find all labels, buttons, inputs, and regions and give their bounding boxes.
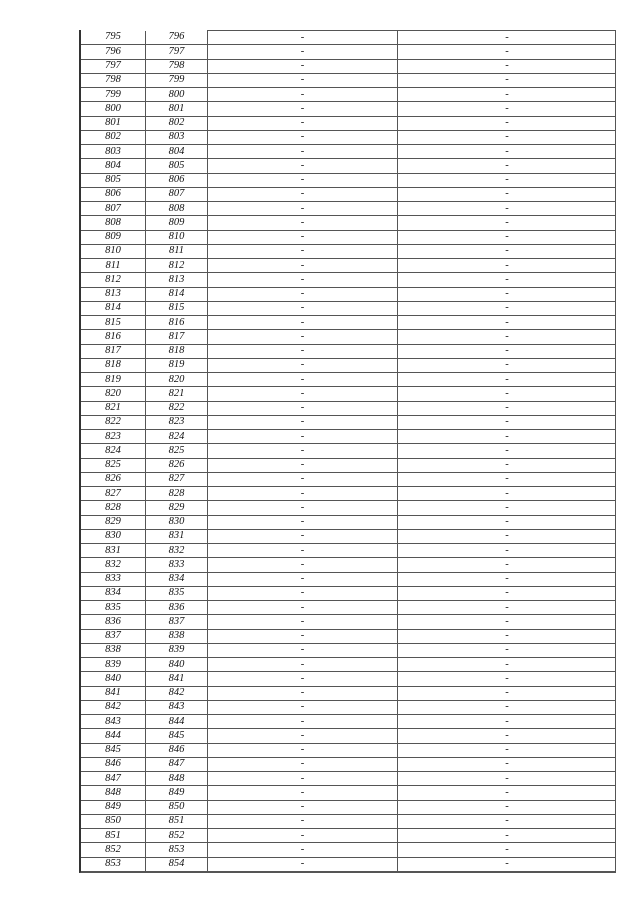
table-row [81, 572, 616, 586]
table-cell-col3: - [208, 216, 398, 230]
table-cell-col4: - [398, 287, 617, 301]
table-cell-col2: 843 [146, 700, 208, 714]
table-cell-col4: - [398, 829, 617, 843]
table-cell-col1: 798 [81, 73, 146, 87]
table-row [81, 615, 616, 629]
table-cell-col4: - [398, 116, 617, 130]
table-cell-col2: 847 [146, 757, 208, 771]
table-cell-col4: - [398, 444, 617, 458]
table-cell-col4: - [398, 857, 617, 871]
table-cell-col1: 800 [81, 102, 146, 116]
table-cell-col1: 806 [81, 187, 146, 201]
data-table [81, 30, 616, 872]
table-cell-col1: 799 [81, 88, 146, 102]
table-row [81, 643, 616, 657]
table-cell-col2: 845 [146, 729, 208, 743]
table-row [81, 629, 616, 643]
table-cell-col1: 832 [81, 558, 146, 572]
table-cell-col3: - [208, 700, 398, 714]
table-row [81, 700, 616, 714]
table-cell-col3: - [208, 88, 398, 102]
table-row [81, 373, 616, 387]
table-row [81, 401, 616, 415]
table-cell-col4: - [398, 244, 617, 258]
table-cell-col3: - [208, 130, 398, 144]
table-cell-col1: 824 [81, 444, 146, 458]
table-row [81, 415, 616, 429]
table-cell-col3: - [208, 472, 398, 486]
table-cell-col3: - [208, 629, 398, 643]
table-cell-col4: - [398, 757, 617, 771]
table-cell-col1: 846 [81, 757, 146, 771]
table-row [81, 444, 616, 458]
table-cell-col3: - [208, 529, 398, 543]
table-cell-col2: 799 [146, 73, 208, 87]
table-row [81, 501, 616, 515]
table-cell-col1: 808 [81, 216, 146, 230]
table-cell-col2: 848 [146, 772, 208, 786]
table-cell-col2: 837 [146, 615, 208, 629]
table-cell-col1: 797 [81, 59, 146, 73]
table-row [81, 216, 616, 230]
table-cell-col3: - [208, 187, 398, 201]
table-cell-col3: - [208, 800, 398, 814]
table-cell-col2: 828 [146, 487, 208, 501]
table-cell-col1: 802 [81, 130, 146, 144]
table-cell-col4: - [398, 273, 617, 287]
table-cell-col2: 805 [146, 159, 208, 173]
table-row [81, 358, 616, 372]
table-cell-col4: - [398, 814, 617, 828]
table-cell-col3: - [208, 45, 398, 59]
table-row [81, 529, 616, 543]
table-cell-col3: - [208, 387, 398, 401]
table-cell-col4: - [398, 358, 617, 372]
table-cell-col4: - [398, 544, 617, 558]
table-row [81, 73, 616, 87]
table-cell-col1: 818 [81, 358, 146, 372]
table-cell-col3: - [208, 686, 398, 700]
table-row [81, 829, 616, 843]
table-cell-col2: 832 [146, 544, 208, 558]
table-cell-col3: - [208, 487, 398, 501]
table-cell-col2: 852 [146, 829, 208, 843]
table-cell-col1: 826 [81, 472, 146, 486]
table-cell-col3: - [208, 772, 398, 786]
table-cell-col1: 847 [81, 772, 146, 786]
table-row [81, 729, 616, 743]
table-cell-col2: 803 [146, 130, 208, 144]
table-cell-col2: 808 [146, 202, 208, 216]
table-cell-col2: 834 [146, 572, 208, 586]
table-cell-col2: 844 [146, 715, 208, 729]
table-row [81, 287, 616, 301]
table-cell-col2: 841 [146, 672, 208, 686]
table-cell-col2: 829 [146, 501, 208, 515]
table-cell-col1: 822 [81, 415, 146, 429]
table-cell-col1: 829 [81, 515, 146, 529]
table-cell-col2: 842 [146, 686, 208, 700]
table-row [81, 430, 616, 444]
table-cell-col4: - [398, 529, 617, 543]
table-cell-col3: - [208, 401, 398, 415]
table-cell-col1: 815 [81, 316, 146, 330]
table-cell-col1: 801 [81, 116, 146, 130]
table-row [81, 387, 616, 401]
table-row [81, 800, 616, 814]
table-cell-col2: 820 [146, 373, 208, 387]
table-row [81, 814, 616, 828]
table-cell-col3: - [208, 373, 398, 387]
table-cell-col2: 854 [146, 857, 208, 871]
table-row [81, 230, 616, 244]
table-cell-col3: - [208, 202, 398, 216]
table-cell-col3: - [208, 829, 398, 843]
table-cell-col1: 836 [81, 615, 146, 629]
table-row [81, 757, 616, 771]
table-cell-col3: - [208, 358, 398, 372]
table-cell-col1: 848 [81, 786, 146, 800]
table-row [81, 672, 616, 686]
table-cell-col4: - [398, 88, 617, 102]
table-cell-col4: - [398, 629, 617, 643]
table-cell-col4: - [398, 187, 617, 201]
table-cell-col1: 811 [81, 259, 146, 273]
table-cell-col1: 853 [81, 857, 146, 871]
table-cell-col2: 811 [146, 244, 208, 258]
table-cell-col2: 815 [146, 301, 208, 315]
table-cell-col4: - [398, 658, 617, 672]
table-cell-col2: 823 [146, 415, 208, 429]
table-cell-col3: - [208, 572, 398, 586]
table-cell-col4: - [398, 729, 617, 743]
table-cell-col2: 835 [146, 586, 208, 600]
table-cell-col3: - [208, 558, 398, 572]
table-cell-col2: 826 [146, 458, 208, 472]
table-cell-col3: - [208, 116, 398, 130]
table-cell-col1: 796 [81, 45, 146, 59]
table-cell-col3: - [208, 586, 398, 600]
table-cell-col4: - [398, 586, 617, 600]
table-cell-col4: - [398, 843, 617, 857]
table-cell-col1: 851 [81, 829, 146, 843]
table-cell-col4: - [398, 31, 617, 45]
table-cell-col4: - [398, 159, 617, 173]
table-cell-col3: - [208, 843, 398, 857]
table-row [81, 558, 616, 572]
table-cell-col2: 840 [146, 658, 208, 672]
table-cell-col4: - [398, 743, 617, 757]
table-row [81, 273, 616, 287]
table-cell-col2: 822 [146, 401, 208, 415]
table-row [81, 857, 616, 871]
table-cell-col3: - [208, 73, 398, 87]
table-cell-col4: - [398, 401, 617, 415]
table-cell-col1: 833 [81, 572, 146, 586]
table-cell-col2: 804 [146, 145, 208, 159]
table-cell-col3: - [208, 814, 398, 828]
table-cell-col2: 849 [146, 786, 208, 800]
table-cell-col2: 833 [146, 558, 208, 572]
table-cell-col2: 824 [146, 430, 208, 444]
table-cell-col4: - [398, 173, 617, 187]
table-cell-col1: 795 [81, 31, 146, 45]
table-cell-col2: 851 [146, 814, 208, 828]
table-cell-col1: 835 [81, 601, 146, 615]
table-cell-col2: 818 [146, 344, 208, 358]
table-cell-col1: 837 [81, 629, 146, 643]
table-row [81, 472, 616, 486]
table-cell-col4: - [398, 415, 617, 429]
table-cell-col4: - [398, 686, 617, 700]
table-cell-col3: - [208, 729, 398, 743]
table-cell-col1: 843 [81, 715, 146, 729]
table-cell-col3: - [208, 643, 398, 657]
table-cell-col1: 803 [81, 145, 146, 159]
table-cell-col3: - [208, 173, 398, 187]
table-cell-col4: - [398, 216, 617, 230]
table-row [81, 130, 616, 144]
table-cell-col3: - [208, 259, 398, 273]
table-row [81, 187, 616, 201]
table-row [81, 772, 616, 786]
table-cell-col2: 816 [146, 316, 208, 330]
table-row [81, 330, 616, 344]
table-cell-col2: 838 [146, 629, 208, 643]
table-cell-col3: - [208, 458, 398, 472]
table-cell-col4: - [398, 501, 617, 515]
table-cell-col1: 816 [81, 330, 146, 344]
table-cell-col3: - [208, 757, 398, 771]
table-row [81, 586, 616, 600]
table-cell-col3: - [208, 159, 398, 173]
table-cell-col1: 831 [81, 544, 146, 558]
table-cell-col2: 819 [146, 358, 208, 372]
table-cell-col3: - [208, 615, 398, 629]
table-cell-col4: - [398, 472, 617, 486]
table-row [81, 686, 616, 700]
table-cell-col2: 802 [146, 116, 208, 130]
table-cell-col1: 819 [81, 373, 146, 387]
table-cell-col2: 798 [146, 59, 208, 73]
table-row [81, 316, 616, 330]
table-cell-col1: 807 [81, 202, 146, 216]
table-body [81, 31, 616, 872]
table-cell-col2: 839 [146, 643, 208, 657]
table-cell-col2: 809 [146, 216, 208, 230]
table-cell-col1: 838 [81, 643, 146, 657]
table-cell-col1: 844 [81, 729, 146, 743]
table-row [81, 658, 616, 672]
table-cell-col3: - [208, 857, 398, 871]
table-cell-col3: - [208, 244, 398, 258]
table-cell-col4: - [398, 102, 617, 116]
table-cell-col4: - [398, 387, 617, 401]
table-cell-col1: 821 [81, 401, 146, 415]
table-row [81, 59, 616, 73]
table-cell-col4: - [398, 558, 617, 572]
table-cell-col4: - [398, 301, 617, 315]
table-row [81, 145, 616, 159]
table-cell-col2: 830 [146, 515, 208, 529]
table-cell-col4: - [398, 230, 617, 244]
table-row [81, 102, 616, 116]
table-cell-col1: 849 [81, 800, 146, 814]
table-cell-col4: - [398, 786, 617, 800]
table-cell-col3: - [208, 31, 398, 45]
table-cell-col1: 827 [81, 487, 146, 501]
table-cell-col2: 817 [146, 330, 208, 344]
table-cell-col1: 823 [81, 430, 146, 444]
table-cell-col4: - [398, 515, 617, 529]
table-cell-col3: - [208, 672, 398, 686]
table-row [81, 88, 616, 102]
table-cell-col4: - [398, 615, 617, 629]
table-cell-col4: - [398, 487, 617, 501]
table-cell-col1: 830 [81, 529, 146, 543]
table-cell-col2: 812 [146, 259, 208, 273]
table-cell-col1: 850 [81, 814, 146, 828]
table-cell-col1: 834 [81, 586, 146, 600]
table-row [81, 259, 616, 273]
table-cell-col1: 841 [81, 686, 146, 700]
table-row [81, 843, 616, 857]
table-row [81, 458, 616, 472]
table-row [81, 244, 616, 258]
table-cell-col2: 831 [146, 529, 208, 543]
table-cell-col1: 852 [81, 843, 146, 857]
table-row [81, 743, 616, 757]
table-cell-col3: - [208, 658, 398, 672]
table-cell-col4: - [398, 715, 617, 729]
table-cell-col4: - [398, 316, 617, 330]
table-cell-col2: 796 [146, 31, 208, 45]
table-cell-col3: - [208, 501, 398, 515]
table-cell-col2: 850 [146, 800, 208, 814]
table-row [81, 715, 616, 729]
table-row [81, 601, 616, 615]
table-cell-col4: - [398, 73, 617, 87]
table-cell-col4: - [398, 330, 617, 344]
table-row [81, 173, 616, 187]
table-cell-col1: 820 [81, 387, 146, 401]
table-cell-col4: - [398, 672, 617, 686]
table-cell-col1: 840 [81, 672, 146, 686]
table-cell-col4: - [398, 45, 617, 59]
table-cell-col4: - [398, 344, 617, 358]
table-cell-col1: 839 [81, 658, 146, 672]
table-cell-col3: - [208, 743, 398, 757]
table-cell-col4: - [398, 458, 617, 472]
table-cell-col3: - [208, 544, 398, 558]
document-page-table [79, 30, 616, 873]
table-cell-col4: - [398, 430, 617, 444]
table-cell-col3: - [208, 344, 398, 358]
table-cell-col3: - [208, 415, 398, 429]
table-cell-col3: - [208, 430, 398, 444]
table-cell-col4: - [398, 643, 617, 657]
table-cell-col2: 827 [146, 472, 208, 486]
table-row [81, 116, 616, 130]
table-cell-col2: 821 [146, 387, 208, 401]
table-row [81, 45, 616, 59]
table-cell-col4: - [398, 700, 617, 714]
table-cell-col3: - [208, 786, 398, 800]
table-cell-col3: - [208, 715, 398, 729]
table-cell-col1: 842 [81, 700, 146, 714]
table-cell-col2: 836 [146, 601, 208, 615]
table-cell-col1: 813 [81, 287, 146, 301]
table-cell-col4: - [398, 772, 617, 786]
table-cell-col1: 828 [81, 501, 146, 515]
table-cell-col3: - [208, 330, 398, 344]
table-cell-col4: - [398, 259, 617, 273]
table-cell-col2: 806 [146, 173, 208, 187]
table-cell-col1: 814 [81, 301, 146, 315]
table-cell-col4: - [398, 800, 617, 814]
table-cell-col2: 813 [146, 273, 208, 287]
table-cell-col1: 809 [81, 230, 146, 244]
table-row [81, 344, 616, 358]
table-cell-col4: - [398, 59, 617, 73]
table-cell-col4: - [398, 145, 617, 159]
table-cell-col3: - [208, 301, 398, 315]
table-cell-col3: - [208, 601, 398, 615]
table-cell-col2: 810 [146, 230, 208, 244]
table-cell-col3: - [208, 230, 398, 244]
table-cell-col4: - [398, 601, 617, 615]
table-cell-col4: - [398, 373, 617, 387]
table-row [81, 544, 616, 558]
table-cell-col1: 804 [81, 159, 146, 173]
table-cell-col3: - [208, 273, 398, 287]
table-cell-col1: 805 [81, 173, 146, 187]
table-cell-col2: 797 [146, 45, 208, 59]
table-cell-col2: 853 [146, 843, 208, 857]
table-cell-col1: 845 [81, 743, 146, 757]
table-cell-col2: 825 [146, 444, 208, 458]
table-row [81, 487, 616, 501]
table-cell-col2: 846 [146, 743, 208, 757]
table-cell-col2: 800 [146, 88, 208, 102]
table-cell-col3: - [208, 145, 398, 159]
table-row [81, 786, 616, 800]
table-row [81, 301, 616, 315]
table-row [81, 515, 616, 529]
table-row [81, 31, 616, 45]
table-cell-col3: - [208, 59, 398, 73]
table-cell-col4: - [398, 130, 617, 144]
table-cell-col2: 814 [146, 287, 208, 301]
table-cell-col1: 825 [81, 458, 146, 472]
table-row [81, 159, 616, 173]
table-cell-col4: - [398, 202, 617, 216]
table-cell-col3: - [208, 316, 398, 330]
table-cell-col2: 807 [146, 187, 208, 201]
table-cell-col1: 817 [81, 344, 146, 358]
table-cell-col3: - [208, 444, 398, 458]
table-cell-col2: 801 [146, 102, 208, 116]
table-cell-col4: - [398, 572, 617, 586]
table-row [81, 202, 616, 216]
table-cell-col3: - [208, 287, 398, 301]
table-cell-col3: - [208, 102, 398, 116]
table-cell-col1: 810 [81, 244, 146, 258]
table-cell-col1: 812 [81, 273, 146, 287]
table-cell-col3: - [208, 515, 398, 529]
